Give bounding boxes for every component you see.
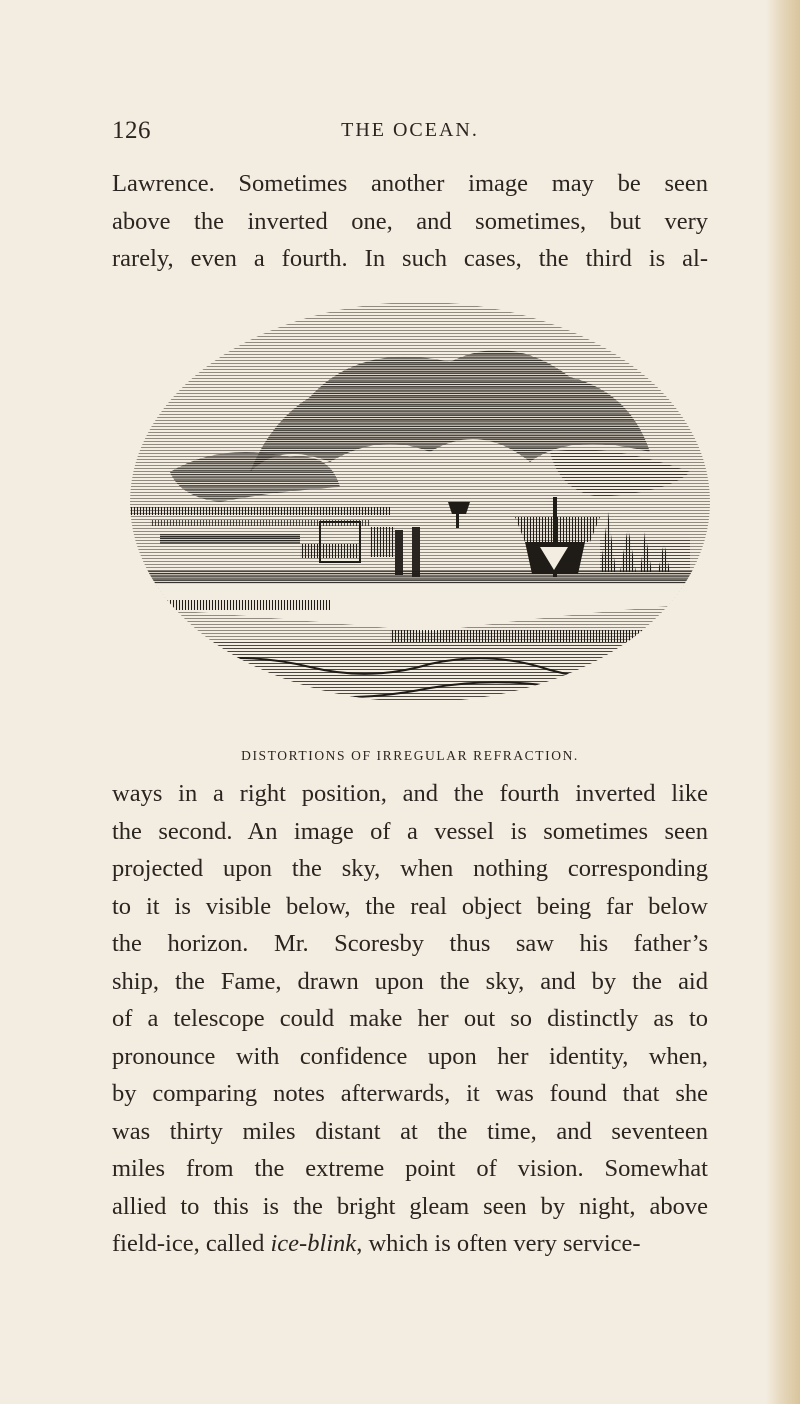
refraction-engraving (130, 302, 720, 722)
paragraph-top (112, 165, 708, 278)
text-segment: , which is often very service- (356, 1230, 641, 1257)
page-edge-shading (766, 0, 800, 1404)
text-line: miles from the extreme point of vision. Somewhat (112, 1155, 708, 1182)
italic-term: ice-blink (270, 1230, 357, 1257)
text-segment: field-ice, called (112, 1230, 271, 1257)
text-line: projected upon the sky, when nothing corresponding (112, 855, 708, 882)
text-line: ship, the Fame, drawn upon the sky, and by the aid (112, 967, 708, 995)
text-line: ways in a right position, and the fourth inverted like (112, 780, 708, 807)
text-line: pronounce with confidence upon her identity, when, (112, 1042, 708, 1070)
text-line: above the inverted one, and sometimes, but very (112, 207, 708, 235)
text-line: the second. An image of a vessel is sometimes seen (112, 817, 708, 845)
text-line: was thirty miles distant at the time, and seventeen (112, 1117, 708, 1145)
page-header (112, 117, 708, 147)
paragraph-bottom (112, 775, 708, 1263)
text-line: by comparing notes afterwards, it was found that she (112, 1080, 708, 1107)
figure-caption: DISTORTIONS OF IRREGULAR REFRACTION. (241, 748, 579, 763)
running-head: THE OCEAN. (341, 119, 479, 141)
text-line: of a telescope could make her out so distinctly as to (112, 1005, 708, 1032)
text-line: the horizon. Mr. Scoresby thus saw his father’s (112, 930, 708, 957)
page-number: 126 (112, 117, 151, 144)
text-line: rarely, even a fourth. In such cases, the third is al- (112, 245, 708, 272)
text-line-last (112, 1225, 708, 1263)
text-line: to it is visible below, the real object being far below (112, 892, 708, 920)
text-line: Lawrence. Sometimes another image may be seen (112, 170, 708, 197)
text-line: allied to this is the bright gleam seen by night, above (112, 1192, 708, 1220)
